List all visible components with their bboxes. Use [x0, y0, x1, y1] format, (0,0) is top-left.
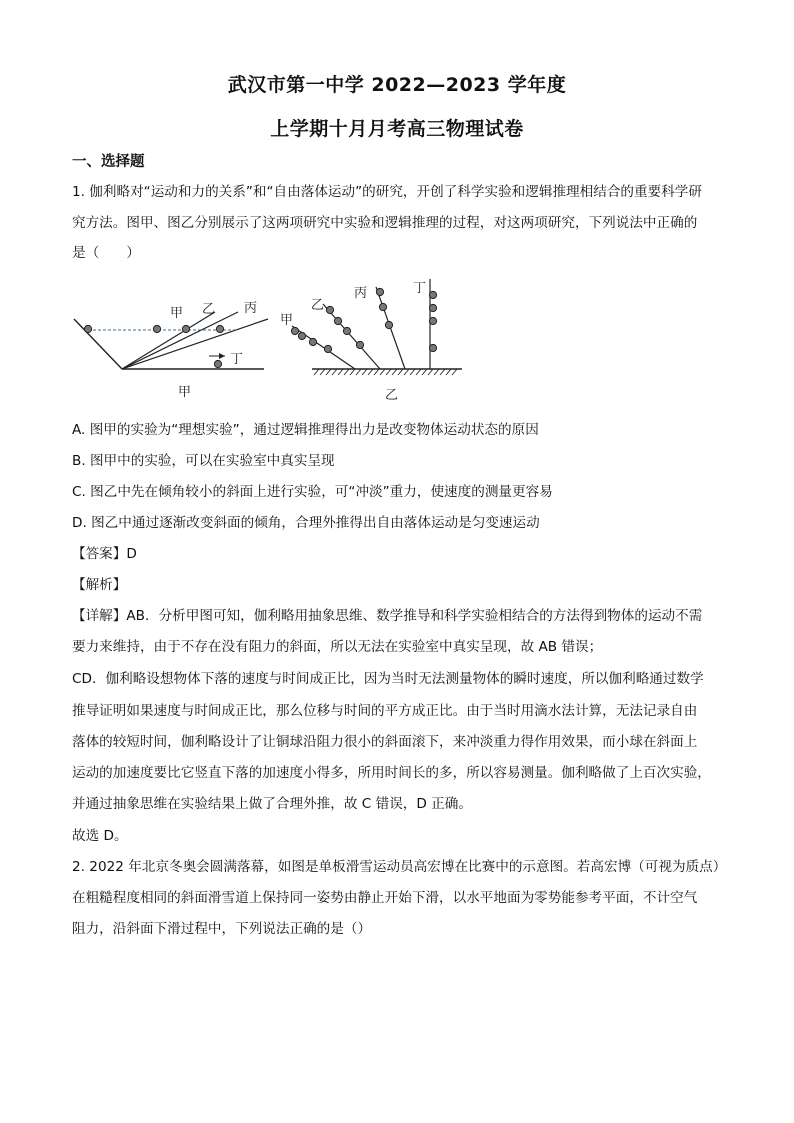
incline-label: 甲	[280, 313, 294, 328]
exam-title-line1: 武汉市第一中学 2022—2023 学年度	[227, 74, 567, 96]
explanation-line: 落体的较短时间，伽利略设计了让铜球沿阻力很小的斜面滚下，来冲淡重力得作用效果，而小球在斜面上	[72, 734, 698, 750]
option-d: D. 图乙中通过逐渐改变斜面的倾角，合理外推得出自由落体运动是匀变速运动	[72, 515, 540, 531]
exam-title-line2: 上学期十月月考高三物理试卷	[270, 118, 524, 140]
explanation-line: 运动的加速度要比它竖直下落的加速度小得多，所用时间长的多，所以容易测量。伽利略做了上百次实验，	[72, 765, 711, 781]
ball	[216, 325, 223, 332]
ball	[298, 332, 305, 339]
figure-caption: 甲	[178, 385, 192, 400]
explanation-line: 并通过抽象思维在实验结果上做了合理外推，故 C 错误，D 正确。	[72, 796, 472, 812]
ball	[376, 288, 383, 295]
incline-steep	[122, 312, 215, 369]
explanation-text: AB．分析甲图可知，伽利略用抽象思维、数学推导和科学实验相结合的方法得到物体的运动不需	[126, 608, 703, 624]
explanation-line: CD．伽利略设想物体下落的速度与时间成正比，因为当时无法测量物体的瞬时速度，所以伽利略通过数学	[72, 671, 704, 687]
ball	[84, 325, 91, 332]
analysis-label: 【解析】	[72, 577, 127, 593]
incline-shallow	[122, 319, 268, 369]
option-a: A. 图甲的实验为“理想实验”，通过逻辑推理得出力是改变物体运动状态的原因	[72, 422, 539, 438]
incline-left	[74, 319, 122, 369]
section-heading: 一、选择题	[72, 154, 145, 170]
option-b: B. 图甲中的实验，可以在实验室中真实呈现	[72, 453, 335, 469]
ball	[429, 291, 436, 298]
ball	[385, 321, 392, 328]
incline-label: 乙	[202, 302, 216, 317]
arrow-head	[219, 353, 225, 359]
incline-label: 丙	[354, 286, 368, 301]
q1-stem-line: 是（ ）	[72, 245, 140, 261]
ball	[326, 306, 333, 313]
explanation-line	[72, 606, 726, 626]
q1-figure	[60, 272, 480, 407]
q2-stem-line: 2. 2022 年北京冬奥会圆满落幕，如图是单板滑雪运动员高宏博在比赛中的示意图。若高宏博（可视为质点）	[72, 859, 727, 875]
explanation-line: 推导证明如果速度与时间成正比，那么位移与时间的平方成正比。由于当时用滴水法计算，无法记录自由	[72, 703, 698, 719]
ball	[291, 327, 298, 334]
ball	[214, 360, 221, 367]
conclusion-line: 故选 D。	[72, 828, 128, 844]
option-c: C. 图乙中先在倾角较小的斜面上进行实验，可“冲淡”重力，使速度的测量更容易	[72, 484, 553, 500]
ball	[334, 317, 341, 324]
ball	[153, 325, 160, 332]
figure-right	[280, 279, 462, 403]
ball	[309, 338, 316, 345]
figure-caption: 乙	[385, 388, 399, 403]
q2-stem-line: 阻力，沿斜面下滑过程中，下列说法正确的是（）	[72, 921, 372, 937]
ball	[343, 327, 350, 334]
answer-label: 【答案】	[72, 546, 127, 562]
ball	[429, 304, 436, 311]
detail-label: 【详解】	[72, 608, 127, 624]
q1-stem-line: 究方法。图甲、图乙分别展示了这两项研究中实验和逻辑推理的过程，对这两项研究，下列说法中正确的	[72, 215, 698, 231]
incline-label: 乙	[311, 298, 325, 313]
q1-stem-line: 1. 伽利略对“运动和力的关系”和“自由落体运动”的研究，开创了科学实验和逻辑推理相结合的重要科学研	[72, 184, 702, 200]
answer-value: D	[126, 546, 137, 562]
answer-line	[72, 544, 726, 564]
figure-left	[74, 301, 268, 400]
incline-label: 丁	[413, 281, 427, 296]
q2-stem-line: 在粗糙程度相同的斜面滑雪道上保持同一姿势由静止开始下滑，以水平地面为零势能参考平面，不计空气	[72, 890, 698, 906]
ball	[182, 325, 189, 332]
ball	[429, 344, 436, 351]
ball	[379, 303, 386, 310]
ball	[356, 341, 363, 348]
ball	[324, 345, 331, 352]
arrow-label: 丁	[230, 352, 244, 367]
ball	[429, 317, 436, 324]
incline-label: 甲	[170, 306, 184, 321]
incline-label: 丙	[244, 301, 258, 316]
explanation-line: 要力来维持，由于不存在没有阻力的斜面，所以无法在实验室中真实呈现，故 AB 错误；	[72, 639, 603, 655]
ground-hatch	[314, 369, 457, 375]
